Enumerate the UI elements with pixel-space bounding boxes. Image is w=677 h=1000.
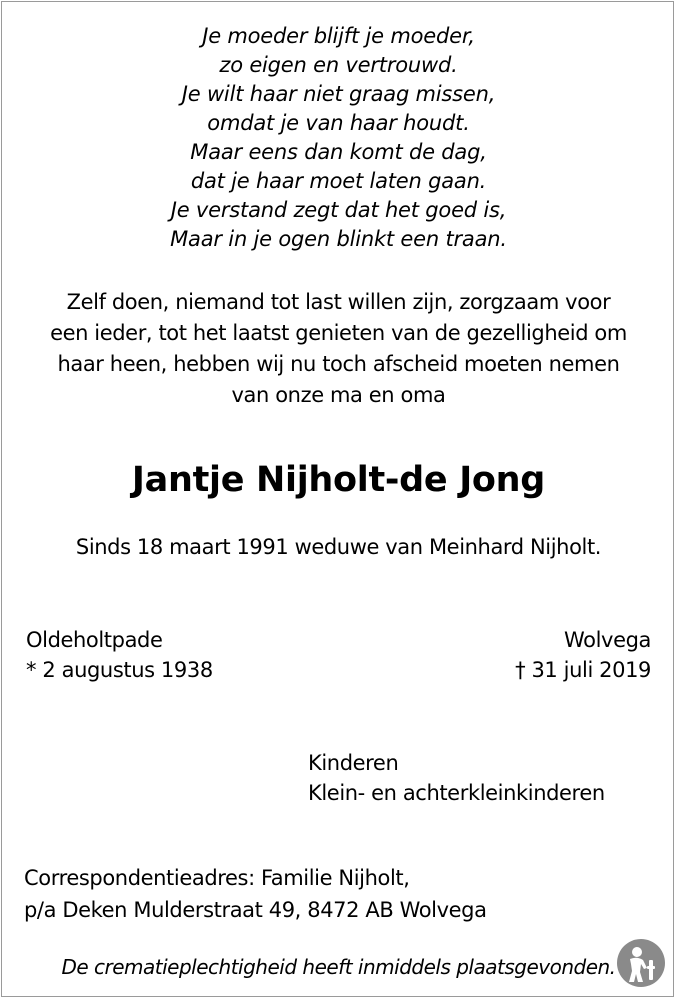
family-block <box>308 748 605 808</box>
poem-line: Je moeder blijft je moeder, <box>202 24 475 48</box>
logo-head <box>632 947 642 957</box>
address-line: p/a Deken Mulderstraat 49, 8472 AB Wolvega <box>24 898 487 922</box>
address-line: Correspondentieadres: Familie Nijholt, <box>24 866 410 890</box>
intro-line: haar heen, hebben wij nu toch afscheid moeten nemen <box>57 352 620 376</box>
death-date: † 31 juli 2019 <box>515 658 651 682</box>
mourning-figure-logo-icon <box>616 938 666 988</box>
birth-place: Oldeholtpade <box>26 628 163 652</box>
poem-line: omdat je van haar houdt. <box>207 111 470 135</box>
closing-note: De crematieplechtigheid heeft inmiddels plaatsgevonden. <box>61 955 616 979</box>
poem-line: Maar in je ogen blinkt een traan. <box>170 227 507 251</box>
correspondence-address <box>24 862 487 926</box>
intro-line: een ieder, tot het laatst genieten van de gezelligheid om <box>50 321 627 345</box>
poem-line: Je wilt haar niet graag missen, <box>181 82 496 106</box>
poem <box>0 22 677 254</box>
intro-line: van onze ma en oma <box>231 383 446 407</box>
intro-paragraph <box>0 287 677 411</box>
logo-cross <box>647 966 655 969</box>
death-place: Wolvega <box>564 628 651 652</box>
family-line: Klein- en achterkleinkinderen <box>308 781 605 805</box>
intro-line: Zelf doen, niemand tot last willen zijn, zorgzaam voor <box>66 290 611 314</box>
widow-line: Sinds 18 maart 1991 weduwe van Meinhard Nijholt. <box>75 535 602 559</box>
deceased-name: Jantje Nijholt-de Jong <box>131 460 546 500</box>
birth-date: * 2 augustus 1938 <box>26 658 213 682</box>
family-line: Kinderen <box>308 751 399 775</box>
logo-stone <box>649 960 653 980</box>
poem-line: Maar eens dan komt de dag, <box>190 140 487 164</box>
poem-line: dat je haar moet laten gaan. <box>190 169 487 193</box>
poem-line: zo eigen en vertrouwd. <box>219 53 458 77</box>
birth-block <box>26 625 213 685</box>
poem-line: Je verstand zegt dat het goed is, <box>170 198 507 222</box>
death-block <box>515 625 651 685</box>
